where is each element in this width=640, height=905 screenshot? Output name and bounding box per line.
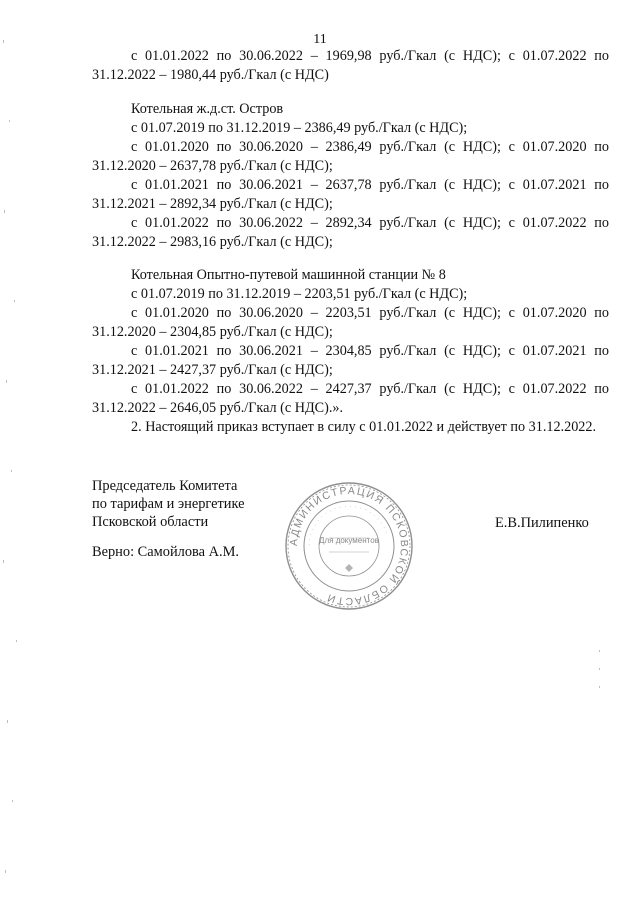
signatory-position [92, 477, 245, 531]
station8-item: с 01.01.2020 по 30.06.2020 – 2203,51 руб./Гкал (с НДС); с 01.07.2020 по 31.12.2020 – 2304,85 руб./Гкал (с НДС); [92, 305, 609, 340]
station8-item: с 01.01.2022 по 30.06.2022 – 2427,37 руб./Гкал (с НДС); с 01.07.2022 по 31.12.2022 – 2646,05 руб./Гкал (с НДС).». [92, 381, 609, 416]
seal-inner-text: Для документов [319, 536, 379, 545]
position-line: Председатель Комитета [92, 478, 238, 494]
ostrov-item: с 01.01.2022 по 30.06.2022 – 2892,34 руб./Гкал (с НДС); с 01.07.2022 по 31.12.2022 – 2983,16 руб./Гкал (с НДС); [92, 215, 609, 250]
ostrov-heading: Котельная ж.д.ст. Остров [131, 101, 284, 117]
scan-mark [598, 650, 602, 690]
official-seal-stamp [283, 480, 415, 612]
certified-by: Верно: Самойлова А.М. [92, 544, 240, 560]
clause-2: 2. Настоящий приказ вступает в силу с 01.01.2022 и действует по 31.12.2022. [131, 419, 597, 435]
ostrov-item: с 01.07.2019 по 31.12.2019 – 2386,49 руб./Гкал (с НДС); [131, 120, 468, 136]
ostrov-item: с 01.01.2020 по 30.06.2020 – 2386,49 руб./Гкал (с НДС); с 01.07.2020 по 31.12.2020 – 2637,78 руб./Гкал (с НДС); [92, 139, 609, 174]
page-number: 11 [313, 32, 327, 47]
document-body [92, 47, 609, 437]
position-line: Псковской области [92, 514, 209, 530]
ostrov-item: с 01.01.2021 по 30.06.2021 – 2637,78 руб./Гкал (с НДС); с 01.07.2021 по 31.12.2021 – 2892,34 руб./Гкал (с НДС); [92, 177, 609, 212]
svg-text:· · · · · · · · · · · · · · ·: · · · · · · · · · · · · · · · · · · · · · · [305, 502, 390, 547]
station8-item: с 01.07.2019 по 31.12.2019 – 2203,51 руб./Гкал (с НДС); [131, 286, 468, 302]
station8-item: с 01.01.2021 по 30.06.2021 – 2304,85 руб./Гкал (с НДС); с 01.07.2021 по 31.12.2021 – 2427,37 руб./Гкал (с НДС); [92, 343, 609, 378]
intro-paragraph: с 01.01.2022 по 30.06.2022 – 1969,98 руб./Гкал (с НДС); с 01.07.2022 по 31.12.2022 – 1980,44 руб./Гкал (с НДС) [92, 48, 609, 83]
seal-outer-text: АДМИНИСТРАЦИЯ ПСКОВСКОЙ ОБЛАСТИ [287, 484, 411, 608]
spacer [92, 85, 609, 100]
scan-edge-noise [0, 0, 26, 905]
spacer [92, 252, 609, 266]
position-line: по тарифам и энергетике [92, 496, 245, 512]
station8-heading: Котельная Опытно-путевой машинной станции № 8 [131, 267, 446, 283]
signer-name: Е.В.Пилипенко [495, 515, 589, 531]
